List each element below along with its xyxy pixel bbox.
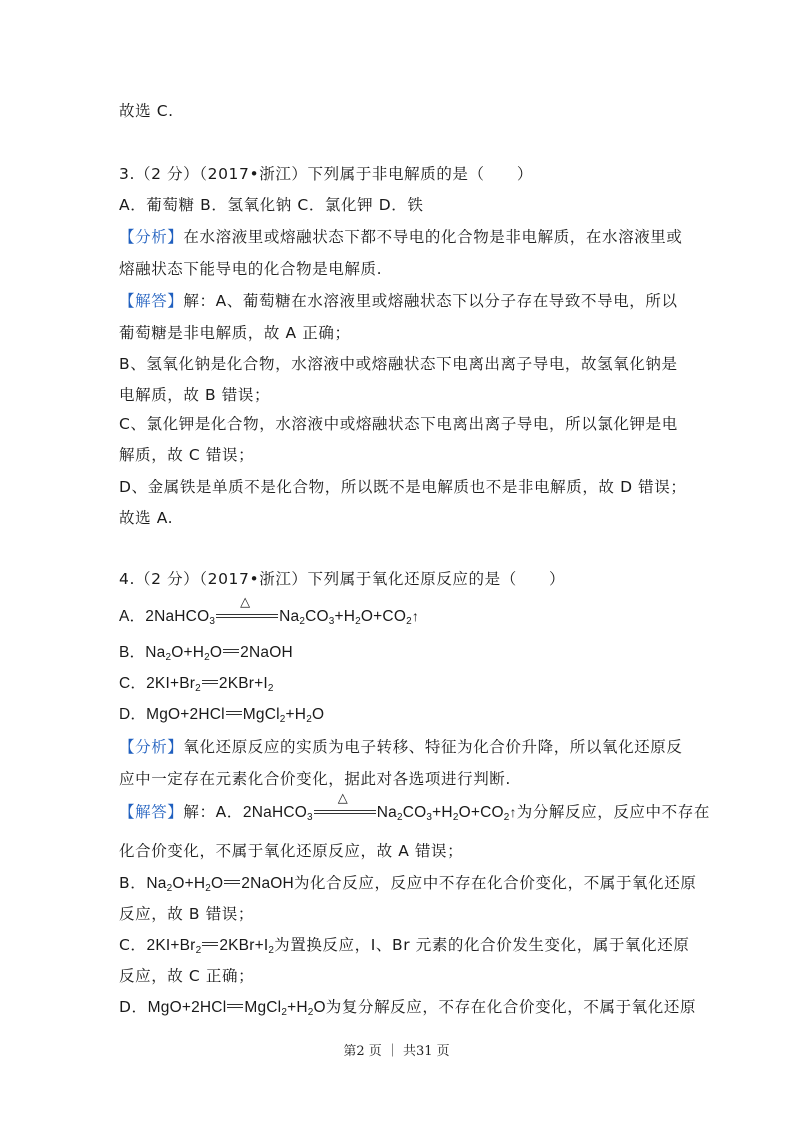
equals-sign — [224, 878, 240, 888]
answer-text: 解：A、葡萄糖在水溶液里或熔融状态下以分子存在导致不导电，所以 — [183, 292, 678, 310]
text-line: C、氯化钾是化合物，水溶液中或熔融状态下电离出离子导电，所以氯化钾是电 — [119, 415, 678, 433]
equals-sign — [202, 678, 218, 688]
question-4-title: 4.（2 分）（2017•浙江）下列属于氧化还原反应的是（ ） — [119, 570, 566, 588]
analysis-tag: 【分析】 — [119, 738, 184, 756]
gas-arrow-icon: ↑ — [411, 608, 420, 624]
text-line: 反应，故 B 错误； — [119, 905, 254, 923]
text-line: 应中一定存在元素化合价变化，据此对各选项进行判断. — [119, 770, 511, 788]
equals-sign — [223, 647, 239, 657]
heat-equals-sign: △ — [314, 803, 376, 817]
answer-line: 【解答】解：A．2NaHCO$_3$ △ $Na_2CO_3+H_2O+CO_2↑$为分解反应，反应中不存在 — [119, 790, 710, 823]
option-d: D．MgO+2HCl $MgCl_2+H_2O$ — [119, 706, 325, 725]
option-a-label: A． — [119, 608, 146, 625]
text-line: 葡萄糖是非电解质，故 A 正确； — [119, 324, 351, 342]
text-line: 故选 C. — [119, 102, 174, 120]
answer-c-line: C．$2KI+Br_2$ $2KBr+I_2$为置换反应，I、Br 元素的化合价发生变化，属于氧化还原 — [119, 936, 690, 956]
question-3-options: A．葡萄糖 B．氢氧化钠 C．氯化钾 D．铁 — [119, 196, 424, 214]
heat-condition-icon: △ — [240, 594, 251, 609]
text-line: 化合价变化，不属于氧化还原反应，故 A 错误； — [119, 842, 464, 860]
answer-b-line: B．$Na_2O+H_2O$ 2NaOH为化合反应，反应中不存在化合价变化，不属于氧化还原 — [119, 874, 697, 894]
page-footer: 第2 页 ｜ 共31 页 — [343, 1044, 450, 1059]
answer-tag: 【解答】 — [119, 803, 184, 821]
equals-sign — [227, 1002, 243, 1012]
text-line: B、氢氧化钠是化合物，水溶液中或熔融状态下电离出离子导电，故氢氧化钠是 — [119, 355, 678, 373]
question-3-title: 3.（2 分）（2017•浙江）下列属于非电解质的是（ ） — [119, 165, 533, 183]
text-line: 解质，故 C 错误； — [119, 446, 255, 464]
answer-tag: 【解答】 — [119, 292, 184, 310]
gas-arrow-icon: ↑ — [509, 804, 517, 820]
analysis-line — [119, 226, 683, 248]
text-line: 电解质，故 B 错误； — [119, 386, 271, 404]
answer-d-line: D．MgO+2HCl $MgCl_2+H_2O$为复分解反应，不存在化合价变化，不属于氧化还原 — [119, 998, 697, 1018]
analysis-line: 【分析】氧化还原反应的实质为电子转移、特征为化合价升降，所以氧化还原反 — [119, 738, 683, 756]
heat-equals-sign — [216, 594, 278, 621]
formula: 2NaHCO — [145, 608, 210, 625]
text-line: 熔融状态下能导电的化合物是电解质. — [119, 260, 383, 278]
analysis-tag: 【分析】 — [119, 228, 184, 246]
text-line: 故选 A. — [119, 509, 174, 527]
text-line: D、金属铁是单质不是化合物，所以既不是电解质也不是非电解质，故 D 错误； — [119, 478, 687, 496]
equals-sign — [202, 940, 218, 950]
option-a: A．2NaHCO$_3$ △ $Na_2CO_3+H_2O+CO_2↑$ — [119, 605, 419, 627]
analysis-text: 在水溶液里或熔融状态下都不导电的化合物是非电解质，在水溶液里或 — [183, 228, 683, 246]
equals-sign — [226, 709, 242, 719]
option-c: C．$2KI+Br_2$ $2KBr+I_2$ — [119, 675, 274, 694]
option-b: B．$Na_2O+H_2O$ 2NaOH — [119, 644, 293, 663]
answer-line — [119, 290, 678, 312]
text-line: 反应，故 C 正确； — [119, 967, 255, 985]
